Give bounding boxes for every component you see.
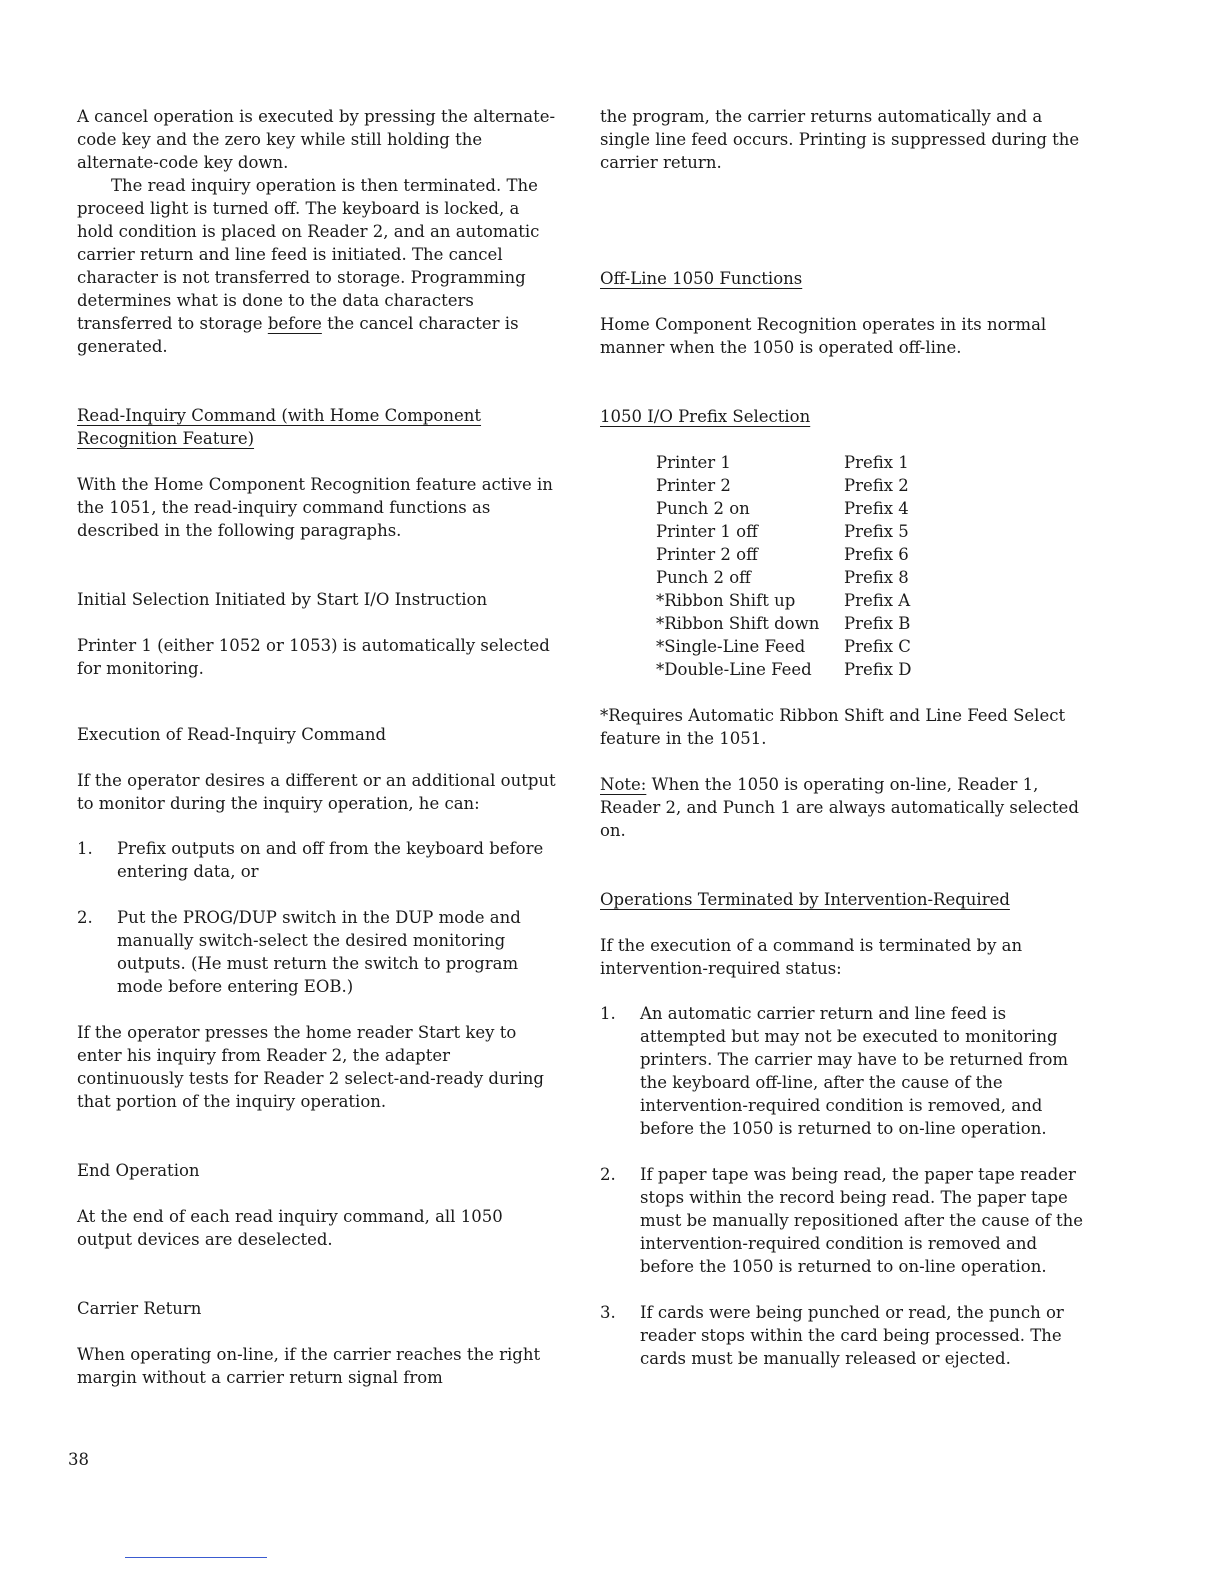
heading-read-inquiry: Read-Inquiry Command (with Home Component Recognition Feature) [77,406,482,448]
list-item: 3. If cards were being punched or read, the punch or reader stops within the card being processed. The cards must be manually released or ejected. [600,1303,1064,1368]
right-column [600,105,1090,1370]
page-number: 38 [68,1450,89,1469]
initial-selection-paragraph: Printer 1 (either 1052 or 1053) is automatically selected for monitoring. [77,636,550,678]
left-column [77,105,557,1389]
heading-operations-terminated: Operations Terminated by Intervention-Required [600,890,1010,909]
table-row: Punch 2 off Prefix 8 [656,568,909,587]
operations-paragraph: If the execution of a command is terminated by an intervention-required status: [600,936,1023,978]
note-label: Note: [600,775,647,794]
home-reader-paragraph: If the operator presses the home reader Start key to enter his inquiry from Reader 2, the adapter continuously tests for Reader 2 select-and-ready during that portion of the inquiry operation. [77,1023,544,1111]
list-item: 2. Put the PROG/DUP switch in the DUP mode and manually switch-select the desired monitoring outputs. (He must return the switch to program mode before entering EOB.) [77,908,521,996]
execution-paragraph: If the operator desires a different or an additional output to monitor during the inquiry operation, he can: [77,771,556,813]
heading-end-operation: End Operation [77,1161,200,1180]
list-item: 1. Prefix outputs on and off from the keyboard before entering data, or [77,839,544,881]
end-operation-paragraph: At the end of each read inquiry command, all 1050 output devices are deselected. [77,1207,503,1249]
table-row: *Ribbon Shift down Prefix B [656,614,911,633]
list-item: 1. An automatic carrier return and line feed is attempted but may not be executed to monitoring printers. The carrier may have to be returned from the keyboard off-line, after the cause of the intervention-required condition is removed, and before the 1050 is returned to on-line operation. [600,1004,1069,1138]
table-row: *Double-Line Feed Prefix D [656,660,912,679]
footer-rule [125,1557,267,1558]
footnote: *Requires Automatic Ribbon Shift and Line Feed Select feature in the 1051. [600,706,1066,748]
table-row: Printer 2 Prefix 2 [656,476,909,495]
heading-initial-selection: Initial Selection Initiated by Start I/O Instruction [77,590,488,609]
terminated-paragraph: The read inquiry operation is then terminated. The proceed light is turned off. The keyboard is locked, a hold condition is placed on Reader 2, and an automatic carrier return and line feed is initiated. The cancel character is not transferred to storage. Programming determines what is done to the data characters transferred to storage before the cancel character is generated. [77,176,540,356]
heading-offline: Off-Line 1050 Functions [600,269,803,288]
table-row: Printer 2 off Prefix 6 [656,545,909,564]
emphasis-before: before [267,314,322,333]
table-row: Printer 1 off Prefix 5 [656,522,909,541]
prefix-table [656,451,912,681]
table-row: Punch 2 on Prefix 4 [656,499,909,518]
carrier-return-continued: the program, the carrier returns automatically and a single line feed occurs. Printing is suppressed during the carrier return. [600,107,1080,172]
table-row: Printer 1 Prefix 1 [656,453,909,472]
list-item: 2. If paper tape was being read, the paper tape reader stops within the record being read. The paper tape must be manually repositioned after the cause of the intervention-required condition is removed and before the 1050 is returned to on-line operation. [600,1165,1084,1276]
heading-carrier-return: Carrier Return [77,1299,202,1318]
cancel-operation-paragraph: A cancel operation is executed by pressing the alternate-code key and the zero key while still holding the alternate-code key down. [77,107,556,172]
heading-execution: Execution of Read-Inquiry Command [77,725,387,744]
read-inquiry-paragraph: With the Home Component Recognition feature active in the 1051, the read-inquiry command functions as described in the following paragraphs. [77,475,553,540]
heading-prefix-selection: 1050 I/O Prefix Selection [600,407,811,426]
offline-paragraph: Home Component Recognition operates in its normal manner when the 1050 is operated off-line. [600,315,1047,357]
table-row: *Ribbon Shift up Prefix A [656,591,911,610]
note-paragraph: Note: When the 1050 is operating on-line, Reader 1, Reader 2, and Punch 1 are always automatically selected on. [600,775,1079,840]
table-row: *Single-Line Feed Prefix C [656,637,911,656]
carrier-return-paragraph: When operating on-line, if the carrier reaches the right margin without a carrier return signal from [77,1345,541,1387]
